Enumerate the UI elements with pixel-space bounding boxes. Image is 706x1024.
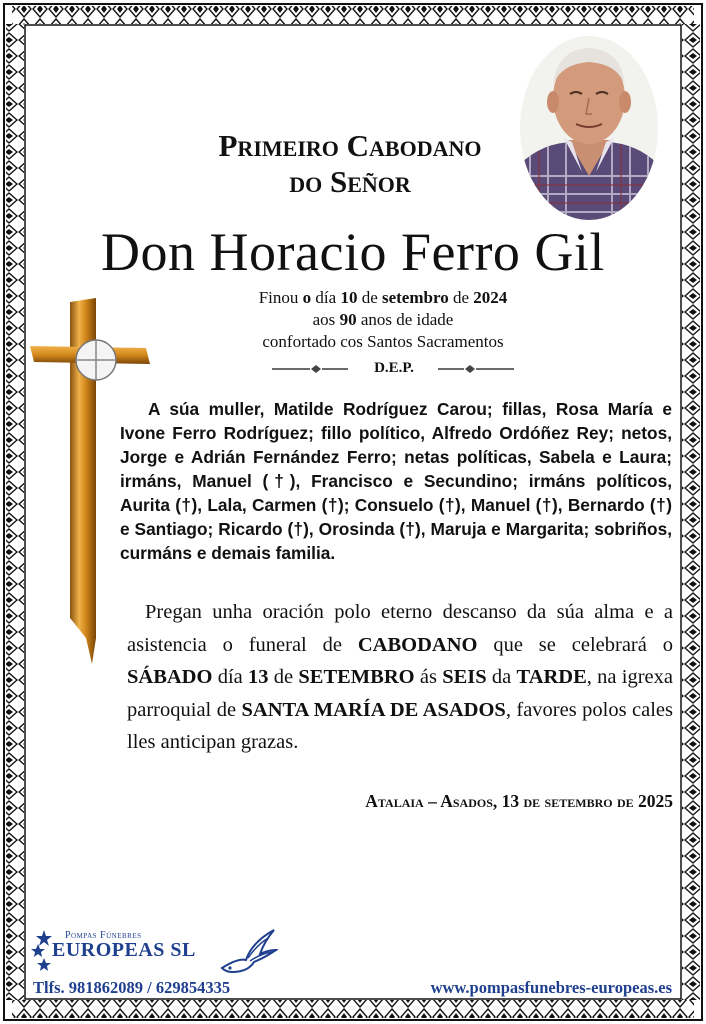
ceremony-type: CABODANO bbox=[357, 633, 478, 656]
age-line bbox=[160, 309, 606, 331]
text-fragment: , favores polos cales lles anticipan grazas. bbox=[127, 698, 674, 753]
death-info bbox=[160, 287, 606, 353]
ceremony-day: 13 bbox=[248, 666, 269, 688]
header-title-line2: do Señor bbox=[289, 164, 411, 199]
text-fragment: día bbox=[311, 288, 341, 307]
ceremony-hour: SEIS bbox=[442, 666, 487, 688]
church-name: SANTA MARÍA DE ASADOS bbox=[241, 698, 506, 721]
text-fragment: da bbox=[486, 666, 517, 688]
logo-subtitle: Pompas Fúnebres bbox=[65, 930, 142, 941]
dove-icon bbox=[218, 928, 278, 976]
header-title bbox=[150, 128, 550, 200]
dep-row bbox=[270, 358, 518, 378]
text-fragment: de bbox=[448, 288, 474, 307]
text-fragment: anos de idade bbox=[356, 310, 454, 329]
death-day: 10 bbox=[340, 288, 358, 307]
ceremony-weekday: SÁBADO bbox=[127, 666, 213, 688]
company-logo bbox=[30, 928, 290, 978]
sacraments-line: confortado cos Santos Sacramentos bbox=[262, 332, 504, 351]
text-fragment: de bbox=[357, 288, 382, 307]
dep-text: D.E.P. bbox=[374, 360, 414, 376]
deceased-photo bbox=[520, 36, 658, 220]
logo-company-name: EUROPEAS SL bbox=[52, 939, 196, 961]
death-year: 2024 bbox=[473, 288, 508, 307]
text-fragment: de bbox=[268, 666, 299, 688]
deceased-name: Don Horacio Ferro Gil bbox=[101, 222, 605, 282]
header-title-line1: Primeiro Cabodano bbox=[218, 128, 482, 163]
death-date-line bbox=[160, 287, 606, 309]
star-icon bbox=[30, 928, 54, 974]
ceremony-time-of-day: TARDE bbox=[516, 666, 587, 688]
text-fragment: aos bbox=[312, 310, 340, 329]
ornament-divider-right bbox=[436, 364, 516, 374]
text-fragment: que se celebrará o bbox=[477, 633, 673, 656]
text-fragment: , na igrexa parroquial de bbox=[127, 666, 674, 721]
text-fragment: ás bbox=[414, 666, 443, 688]
contact-phones: Tlfs. 981862089 / 629854335 bbox=[33, 978, 231, 997]
death-month: setembro bbox=[381, 288, 449, 307]
text-fragment: Finou bbox=[258, 288, 303, 307]
family-text: A súa muller, Matilde Rodríguez Carou; fillas, Rosa María e Ivone Ferro Rodríguez; fillo político, Alfredo Ordóñez Rey; netos, Jorge e Adrián Fernández Ferro; netas políticas, Sabela e Laura; irmáns, Manuel (†), Francisco e Secundino; irmáns políticos, Aurita (†), Lala, Carmen (†); Consuelo (†), Manuel (†), Bernardo (†) e Santiago; Ricardo (†), Orosinda (†), Maruja e Margarita; sobriños, curmáns e demais familia. bbox=[120, 399, 672, 563]
text-fragment: o bbox=[302, 288, 312, 307]
place-and-date: Atalaia – Asados, 13 de setembro de 2025 bbox=[365, 791, 673, 811]
prayer-text bbox=[127, 596, 673, 759]
text-fragment: Pregan unha oración polo eterno descanso da súa alma e a asistencia o funeral de bbox=[127, 601, 673, 656]
age-value: 90 bbox=[339, 310, 357, 329]
text-fragment: día bbox=[212, 666, 249, 688]
ceremony-month: SETEMBRO bbox=[298, 666, 415, 688]
website-link[interactable]: www.pompasfunebres-europeas.es bbox=[430, 978, 672, 997]
